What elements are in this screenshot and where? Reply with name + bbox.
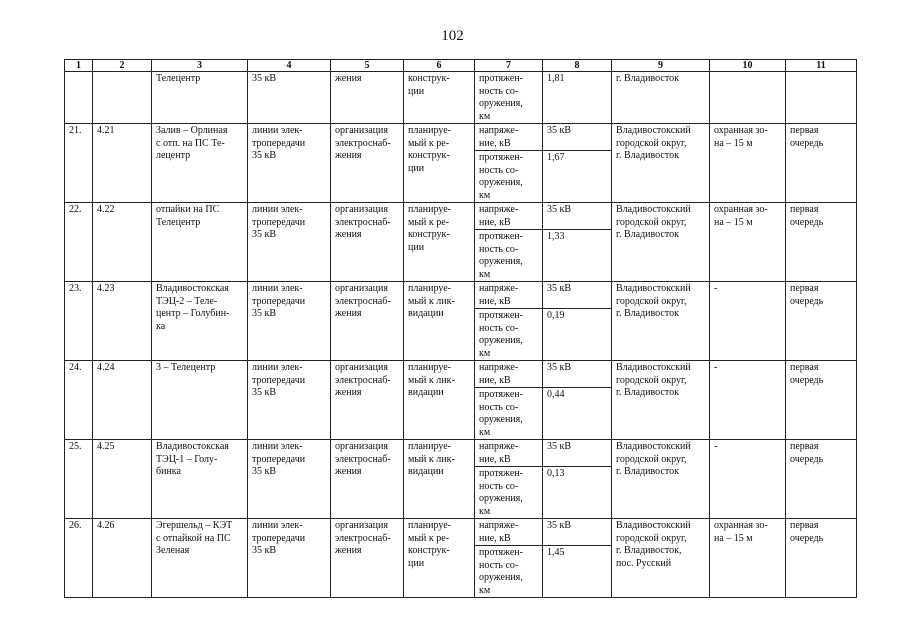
facility-status: планируе- мый к ре- конструк- ции (404, 519, 475, 598)
facility-type: линии элек- тропередачи 35 кВ (248, 519, 331, 598)
param-value: 35 кВ (543, 361, 612, 388)
facility-purpose: жения (331, 72, 404, 124)
row-code: 4.25 (93, 440, 152, 519)
param-label: напряже- ние, кВ (475, 203, 543, 230)
param-value: 35 кВ (543, 203, 612, 230)
table-row (65, 282, 857, 309)
facility-status: планируе- мый к лик- видации (404, 282, 475, 361)
row-code: 4.21 (93, 124, 152, 203)
facility-status: планируе- мый к ре- конструк- ции (404, 203, 475, 282)
param-label: протяжен- ность со- оружения, км (475, 546, 543, 598)
table-body (65, 124, 857, 598)
facility-location: Владивостокский городской округ, г. Владивосток (612, 282, 710, 361)
row-number: 24. (65, 361, 93, 440)
param-label: протяжен- ность со- оружения, км (475, 309, 543, 361)
param-value: 1,81 (543, 72, 612, 124)
row-code: 4.22 (93, 203, 152, 282)
facility-type: линии элек- тропередачи 35 кВ (248, 282, 331, 361)
facility-type: линии элек- тропередачи 35 кВ (248, 440, 331, 519)
header-cell: 5 (331, 60, 404, 72)
continued-row (65, 72, 857, 124)
protection-zone: - (710, 282, 786, 361)
param-value: 1,67 (543, 151, 612, 203)
param-label: напряже- ние, кВ (475, 124, 543, 151)
header-cell: 10 (710, 60, 786, 72)
header-cell: 4 (248, 60, 331, 72)
param-label: напряже- ние, кВ (475, 361, 543, 388)
facility-type: 35 кВ (248, 72, 331, 124)
facility-name: Телецентр (152, 72, 248, 124)
param-label: напряже- ние, кВ (475, 282, 543, 309)
table-row (65, 203, 857, 230)
facility-status: планируе- мый к лик- видации (404, 440, 475, 519)
param-label: протяжен- ность со- оружения, км (475, 72, 543, 124)
protection-zone (710, 72, 786, 124)
row-code: 4.24 (93, 361, 152, 440)
row-code (93, 72, 152, 124)
facilities-table (64, 59, 857, 598)
construction-queue: первая очередь (786, 361, 857, 440)
table-row (65, 519, 857, 546)
header-cell: 1 (65, 60, 93, 72)
facility-location: г. Владивосток (612, 72, 710, 124)
param-label: протяжен- ность со- оружения, км (475, 388, 543, 440)
row-number: 25. (65, 440, 93, 519)
facility-purpose: организация электроснаб- жения (331, 440, 404, 519)
param-value: 35 кВ (543, 519, 612, 546)
protection-zone: охранная зо- на – 15 м (710, 519, 786, 598)
param-label: протяжен- ность со- оружения, км (475, 151, 543, 203)
facility-status: планируе- мый к лик- видации (404, 361, 475, 440)
protection-zone: - (710, 361, 786, 440)
table-row (65, 361, 857, 388)
param-value: 35 кВ (543, 440, 612, 467)
facility-status: планируе- мый к ре- конструк- ции (404, 124, 475, 203)
facility-location: Владивостокский городской округ, г. Владивосток (612, 440, 710, 519)
table-row (65, 440, 857, 467)
facility-type: линии элек- тропередачи 35 кВ (248, 203, 331, 282)
param-value: 0,44 (543, 388, 612, 440)
facility-type: линии элек- тропередачи 35 кВ (248, 124, 331, 203)
header-cell: 7 (475, 60, 543, 72)
row-number: 21. (65, 124, 93, 203)
param-value: 1,33 (543, 230, 612, 282)
facility-location: Владивостокский городской округ, г. Владивосток (612, 124, 710, 203)
facility-location: Владивостокский городской округ, г. Владивосток, пос. Русский (612, 519, 710, 598)
header-cell: 3 (152, 60, 248, 72)
facility-purpose: организация электроснаб- жения (331, 124, 404, 203)
facility-type: линии элек- тропередачи 35 кВ (248, 361, 331, 440)
param-label: напряже- ние, кВ (475, 440, 543, 467)
facility-purpose: организация электроснаб- жения (331, 519, 404, 598)
param-label: напряже- ние, кВ (475, 519, 543, 546)
facility-name: Владивостокская ТЭЦ-2 – Теле- центр – Голубин- ка (152, 282, 248, 361)
header-cell: 8 (543, 60, 612, 72)
construction-queue: первая очередь (786, 282, 857, 361)
param-value: 35 кВ (543, 282, 612, 309)
protection-zone: охранная зо- на – 15 м (710, 124, 786, 203)
construction-queue: первая очередь (786, 519, 857, 598)
row-code: 4.23 (93, 282, 152, 361)
header-row (65, 60, 857, 72)
facility-purpose: организация электроснаб- жения (331, 361, 404, 440)
facility-name: Залив – Орлиная с отп. на ПС Те- лецентр (152, 124, 248, 203)
header-cell: 9 (612, 60, 710, 72)
row-number: 23. (65, 282, 93, 361)
header-cell: 2 (93, 60, 152, 72)
protection-zone: - (710, 440, 786, 519)
row-number: 22. (65, 203, 93, 282)
facility-name: Эгершельд – КЭТ с отпайкой на ПС Зеленая (152, 519, 248, 598)
construction-queue: первая очередь (786, 124, 857, 203)
param-value: 0,19 (543, 309, 612, 361)
facility-location: Владивостокский городской округ, г. Владивосток (612, 361, 710, 440)
page-number: 102 (441, 28, 464, 44)
facility-name: 3 – Телецентр (152, 361, 248, 440)
protection-zone: охранная зо- на – 15 м (710, 203, 786, 282)
param-value: 35 кВ (543, 124, 612, 151)
header-cell: 11 (786, 60, 857, 72)
param-value: 0,13 (543, 467, 612, 519)
table-row (65, 124, 857, 151)
param-value: 1,45 (543, 546, 612, 598)
row-number (65, 72, 93, 124)
header-cell: 6 (404, 60, 475, 72)
facility-name: Владивостокская ТЭЦ-1 – Голу- бинка (152, 440, 248, 519)
facility-name: отпайки на ПС Телецентр (152, 203, 248, 282)
facility-location: Владивостокский городской округ, г. Владивосток (612, 203, 710, 282)
construction-queue: первая очередь (786, 203, 857, 282)
facility-status: конструк- ции (404, 72, 475, 124)
construction-queue (786, 72, 857, 124)
param-label: протяжен- ность со- оружения, км (475, 230, 543, 282)
facility-purpose: организация электроснаб- жения (331, 203, 404, 282)
param-label: протяжен- ность со- оружения, км (475, 467, 543, 519)
facility-purpose: организация электроснаб- жения (331, 282, 404, 361)
construction-queue: первая очередь (786, 440, 857, 519)
row-number: 26. (65, 519, 93, 598)
row-code: 4.26 (93, 519, 152, 598)
